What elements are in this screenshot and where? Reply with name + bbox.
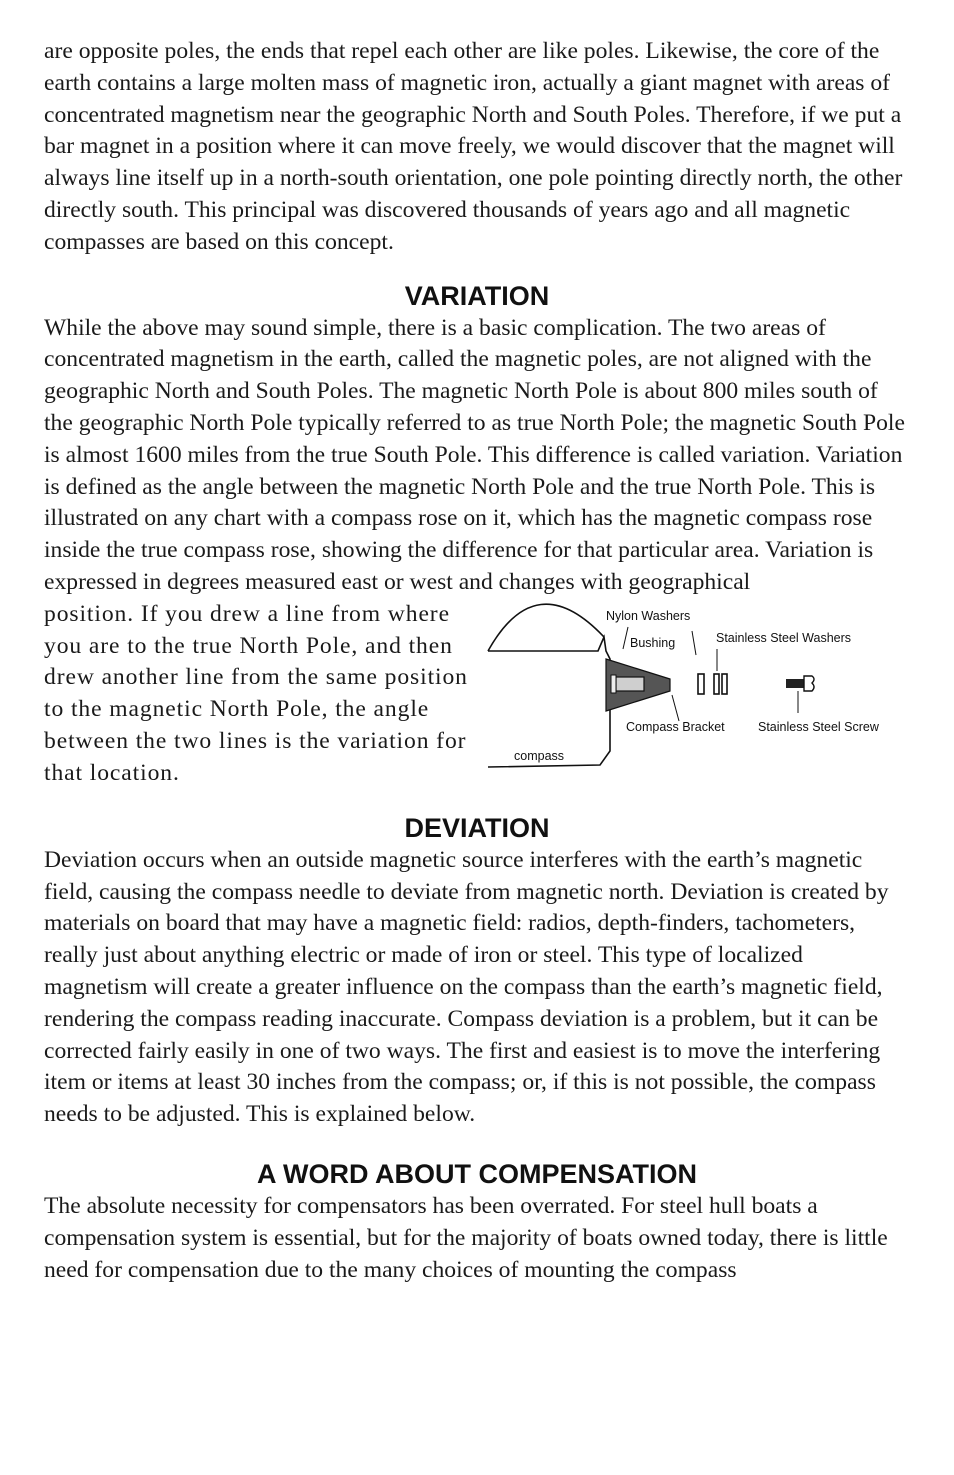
variation-paragraph-continued: position. If you drew a line from where you are to the true North Pole, and then drew another line from the same position to the magnetic North Pole, the angle between the two lines is the variation for that location. bbox=[44, 600, 468, 786]
screw-head-shape bbox=[804, 676, 814, 691]
variation-figure-row bbox=[44, 599, 910, 791]
deviation-paragraph: Deviation occurs when an outside magnetic source interferes with the earth’s magnetic field, causing the compass needle to deviate from magnetic north. Deviation is created by materials on board that may have a magnetic field: radios, depth-finders, tachometers, really just about anything electric or made of iron or steel. This type of localized magnetism will create a greater influence on the compass than the earth’s magnetic field, rendering the compass reading inaccurate. Compass deviation is a problem, but it can be corrected fairly easily in one of two ways. The first and easiest is to move the interfering item or items at least 30 inches from the compass; or, if this is not possible, the compass needs to be adjusted. This is explained below. bbox=[44, 846, 889, 1128]
label-compass: compass bbox=[514, 748, 565, 763]
bushing-flange-shape bbox=[611, 675, 616, 693]
compass-mount-diagram bbox=[486, 585, 910, 783]
compensation-heading: A WORD ABOUT COMPENSATION bbox=[257, 1158, 697, 1189]
leader-line-nylon-washers bbox=[692, 631, 696, 655]
label-compass-bracket: Compass Bracket bbox=[626, 719, 725, 734]
nylon-washer-shape bbox=[698, 674, 704, 694]
document-page bbox=[44, 36, 910, 1286]
compensation-paragraph: The absolute necessity for compensators has been overrated. For steel hull boats a compensation system is essential, but for the majority of boats owned today, there is little need for compensation due to the many choices of mounting the compass bbox=[44, 1192, 888, 1283]
bushing-shape bbox=[616, 677, 644, 691]
steel-washer-shape-1 bbox=[714, 674, 719, 694]
steel-washer-shape-2 bbox=[722, 674, 727, 694]
label-stainless-steel-screw: Stainless Steel Screw bbox=[758, 719, 879, 734]
label-nylon-washers: Nylon Washers bbox=[606, 608, 691, 623]
compass-dome-outline bbox=[488, 604, 604, 651]
compass-base-outline bbox=[488, 637, 610, 767]
variation-heading: VARIATION bbox=[404, 280, 550, 311]
intro-paragraph: are opposite poles, the ends that repel each other are like poles. Likewise, the core of the earth contains a large molten mass of magnetic iron, actually a giant magnet with areas of concentrated magnetism near the geographic North and South Poles. Therefore, if we put a bar magnet in a position where it can move freely, we would discover that the magnet will always line itself up in a north-south orientation, one pole pointing directly north, the other directly south. This principal was discovered thousands of years ago and all magnetic compasses are based on this concept. bbox=[44, 38, 903, 255]
variation-paragraph: While the above may sound simple, there is a basic complication. The two areas of concentrated magnetism in the earth, called the magnetic poles, are not aligned with the geographic North and South Poles. The magnetic North Pole is about 800 miles south of the geographic North Pole typically referred to as true North Pole; the magnetic South Pole is almost 1600 miles from the true South Pole. This difference is called variation. Variation is defined as the angle between the magnetic North Pole and the true North Pole. This is illustrated on any chart with a compass rose on it, which has the magnetic compass rose inside the true compass rose, showing the difference for that particular area. Variation is expressed in degrees measured east or west and changes with geographical bbox=[44, 314, 905, 595]
leader-line-compass-bracket bbox=[672, 695, 679, 721]
label-stainless-steel-washers: Stainless Steel Washers bbox=[716, 630, 852, 645]
leader-line-bushing bbox=[623, 627, 628, 649]
screw-shaft-shape bbox=[786, 679, 804, 688]
deviation-heading: DEVIATION bbox=[404, 812, 550, 843]
label-bushing: Bushing bbox=[630, 635, 676, 650]
